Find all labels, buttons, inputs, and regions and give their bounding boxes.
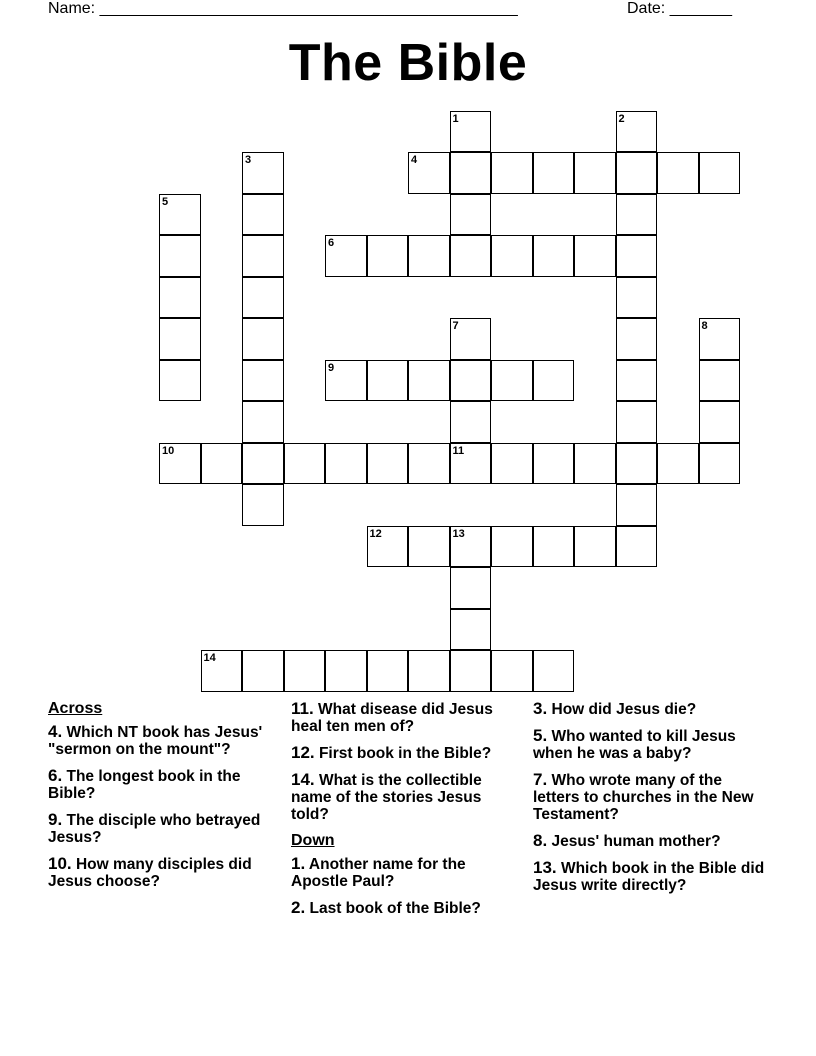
grid-cell[interactable]: [450, 609, 492, 651]
cell-number: 8: [701, 320, 708, 332]
grid-cell[interactable]: [450, 360, 492, 402]
clue-number: 2.: [291, 898, 306, 917]
grid-cell[interactable]: [533, 650, 575, 692]
cell-number: 12: [369, 527, 382, 540]
cell-number: 14: [203, 652, 216, 664]
grid-cell[interactable]: [367, 443, 409, 485]
clue-across-6: [48, 767, 280, 802]
grid-cell[interactable]: [242, 277, 284, 319]
grid-cell[interactable]: [450, 567, 492, 609]
grid-cell[interactable]: [491, 235, 533, 277]
clues-column-1: [48, 700, 280, 899]
grid-cell[interactable]: [657, 152, 699, 194]
clue-down-2: [291, 899, 523, 917]
grid-cell[interactable]: [325, 650, 367, 692]
clue-across-12: [291, 744, 523, 762]
grid-cell[interactable]: [616, 194, 658, 236]
cell-number: 7: [452, 320, 459, 332]
clue-number: 10.: [48, 854, 72, 873]
across-heading: Across: [48, 700, 103, 717]
grid-cell[interactable]: [699, 443, 741, 485]
cell-number: 2: [618, 112, 625, 125]
grid-cell[interactable]: [242, 318, 284, 360]
grid-cell[interactable]: [699, 360, 741, 402]
clue-down-1: [291, 855, 523, 890]
grid-cell[interactable]: [616, 277, 658, 319]
grid-cell[interactable]: [367, 360, 409, 402]
clue-number: 4.: [48, 722, 63, 741]
grid-cell[interactable]: [574, 526, 616, 568]
grid-cell[interactable]: [201, 443, 243, 485]
grid-cell[interactable]: [284, 443, 326, 485]
clue-text: Which book in the Bible did Jesus write directly?: [533, 860, 765, 894]
cell-number: 6: [328, 237, 335, 249]
clue-number: 14.: [291, 770, 315, 789]
clue-text: Jesus' human mother?: [551, 833, 721, 850]
grid-cell[interactable]: [699, 152, 741, 194]
clue-down-7: [533, 771, 765, 823]
grid-cell[interactable]: [242, 401, 284, 443]
cell-number: 4: [411, 154, 418, 166]
cell-number: 13: [452, 527, 465, 540]
grid-cell[interactable]: [616, 401, 658, 443]
clue-text: Which NT book has Jesus' "sermon on the mount"?: [48, 724, 263, 758]
clue-number: 8.: [533, 831, 548, 850]
clue-text: How did Jesus die?: [551, 701, 697, 718]
clue-across-9: [48, 811, 280, 846]
clue-text: The disciple who betrayed Jesus?: [48, 812, 261, 846]
clue-text: How many disciples did Jesus choose?: [48, 856, 252, 890]
grid-cell[interactable]: [533, 443, 575, 485]
grid-cell[interactable]: [616, 526, 658, 568]
clue-across-11: [291, 700, 523, 735]
clue-text: Last book of the Bible?: [309, 900, 481, 917]
down-heading: Down: [291, 832, 335, 849]
grid-cell[interactable]: [533, 235, 575, 277]
grid-cell[interactable]: [491, 650, 533, 692]
grid-cell[interactable]: [159, 360, 201, 402]
grid-cell[interactable]: [242, 650, 284, 692]
clues-column-2: [291, 700, 523, 926]
grid-cell[interactable]: [574, 235, 616, 277]
name-field[interactable]: Name: _______________________________________________: [48, 0, 518, 17]
clue-text: Who wanted to kill Jesus when he was a baby?: [533, 728, 736, 762]
grid-cell[interactable]: [450, 650, 492, 692]
grid-cell[interactable]: [491, 152, 533, 194]
grid-cell[interactable]: [367, 235, 409, 277]
date-field[interactable]: Date: _______: [627, 0, 732, 17]
grid-cell[interactable]: [533, 360, 575, 402]
clue-number: 6.: [48, 766, 63, 785]
grid-cell[interactable]: [408, 526, 450, 568]
clue-number: 12.: [291, 743, 315, 762]
grid-cell[interactable]: [616, 318, 658, 360]
grid-cell[interactable]: [450, 401, 492, 443]
cell-number: 11: [452, 444, 465, 457]
clue-across-4: [48, 723, 280, 758]
grid-cell[interactable]: [491, 443, 533, 485]
clue-text: Another name for the Apostle Paul?: [291, 856, 466, 890]
cell-number: 3: [245, 154, 252, 166]
clue-number: 7.: [533, 770, 548, 789]
grid-cell[interactable]: [408, 235, 450, 277]
grid-cell[interactable]: [699, 401, 741, 443]
grid-cell[interactable]: [616, 235, 658, 277]
clue-number: 3.: [533, 699, 548, 718]
grid-cell[interactable]: [574, 152, 616, 194]
grid-cell[interactable]: [450, 152, 492, 194]
grid-cell[interactable]: [284, 650, 326, 692]
clue-number: 11.: [291, 699, 314, 718]
grid-cell[interactable]: [408, 360, 450, 402]
grid-cell[interactable]: [491, 360, 533, 402]
cell-number: 5: [162, 195, 169, 208]
grid-cell[interactable]: [159, 318, 201, 360]
clue-number: 5.: [533, 726, 548, 745]
clue-text: Who wrote many of the letters to churches in the New Testament?: [533, 772, 754, 823]
clue-text: What disease did Jesus heal ten men of?: [291, 701, 493, 735]
cell-number: 10: [162, 444, 175, 457]
clue-down-8: [533, 832, 765, 850]
grid-cell[interactable]: [574, 443, 616, 485]
grid-cell[interactable]: [450, 194, 492, 236]
grid-cell[interactable]: [491, 526, 533, 568]
clue-across-10: [48, 855, 280, 890]
clues-column-3: [533, 700, 765, 903]
grid-cell[interactable]: [159, 235, 201, 277]
clue-text: First book in the Bible?: [318, 745, 492, 762]
grid-cell[interactable]: [533, 152, 575, 194]
clue-text: What is the collectible name of the stories Jesus told?: [291, 772, 482, 823]
page-title: The Bible: [288, 34, 528, 92]
grid-cell[interactable]: [408, 443, 450, 485]
grid-cell[interactable]: [616, 484, 658, 526]
clue-text: The longest book in the Bible?: [48, 768, 241, 802]
cell-number: 9: [328, 361, 335, 374]
clue-number: 13.: [533, 858, 557, 877]
grid-cell[interactable]: [367, 650, 409, 692]
grid-cell[interactable]: [616, 152, 658, 194]
clue-down-5: [533, 727, 765, 762]
grid-cell[interactable]: [242, 360, 284, 402]
grid-cell[interactable]: [242, 484, 284, 526]
clue-across-14: [291, 771, 523, 823]
grid-cell[interactable]: [616, 443, 658, 485]
grid-cell[interactable]: [657, 443, 699, 485]
cell-number: 1: [452, 112, 459, 125]
grid-cell[interactable]: [159, 277, 201, 319]
grid-cell[interactable]: [450, 235, 492, 277]
grid-cell[interactable]: [533, 526, 575, 568]
grid-cell[interactable]: [242, 235, 284, 277]
grid-cell[interactable]: [242, 194, 284, 236]
clue-down-13: [533, 859, 765, 894]
grid-cell[interactable]: [325, 443, 367, 485]
grid-cell[interactable]: [242, 443, 284, 485]
clue-number: 1.: [291, 854, 306, 873]
clue-down-3: [533, 700, 765, 718]
grid-cell[interactable]: [616, 360, 658, 402]
clue-number: 9.: [48, 810, 63, 829]
grid-cell[interactable]: [408, 650, 450, 692]
